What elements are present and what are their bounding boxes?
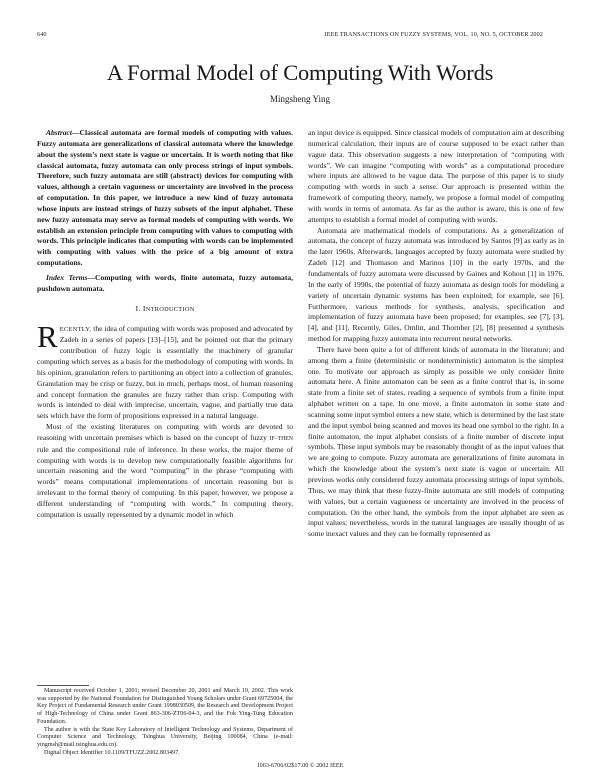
section-title-first: I — [142, 303, 146, 313]
drop-cap: R — [37, 318, 58, 354]
section-heading-introduction — [37, 304, 293, 316]
footnote-manuscript: Manuscript received October 1, 2001; revised December 20, 2001 and March 19, 2002. This work was supported by the National Foundation for Distinguished Young Scholars under Grant 69725004, the Key Project of Fundamental Research under Grant 1998030509, the Research and Development Project of High-Technology of China under Grant 863-306-ZT06-04-3, and the Fok Ying-Tung Education Foundation. — [37, 688, 293, 725]
abstract-text: Classical automata are formal models of computing with values. Fuzzy automata are generalizations of classical automata where the knowledge about the system’s next state is vague or uncertain. It is worth noting that like classical automata, fuzzy automata can only process strings of input symbols. Therefore, such fuzzy automata are still (abstract) devices for computing with values, although a certain vagueness or uncertainty are involved in the process of computation. In this paper, we introduce a new kind of fuzzy automata whose inputs are instead strings of fuzzy subsets of the input alphabet. These new fuzzy automata may serve as formal models of computing with words. We establish an extension principle from computing with values to computing with words. This principle indicates that computing with words can be implemented with computing with values with the price of a big amount of extra computations. — [37, 128, 293, 268]
intro-paragraph-2 — [37, 422, 293, 521]
footnote-doi: Digital Object Identifier 10.1109/TFUZZ.2002.803497. — [44, 749, 180, 756]
section-title-rest: NTRODUCTION — [145, 305, 195, 313]
abstract-label: Abstract— — [46, 128, 80, 137]
footnote-affiliation: The author is with the State Key Laboratory of Intelligent Technology and Systems, Department of Computer Science and Technology, Tsinghua University, Beijing 100084, China (e-mail: yingmsh@mail.tsinghua.edu.cn). — [37, 726, 293, 748]
intro-lead-caps: ECENTLY, — [59, 325, 92, 333]
right-paragraph-3: There have been quite a lot of different kinds of automata in the literature; and among them a finite (deterministic or nondeterministic) automaton is the simplest one. To motivate our approach as simply as possible we only consider finite automata here. A finite automaton can be seen as a finite control that is, in some state from a finite set of states, reading a sequence of symbols from a finite input alphabet written on a tape. In one move, a finite automaton in some state and scanning some input symbol enters a new state, which is determined by the last state and the input symbol being scanned and moves its head one symbol to the right. In a finite automaton, the input alphabet consists of a finite number of discrete input symbols. These input symbols may be reasonably thought of as the input values that we are going to compute. Fuzzy automata are generalizations of finite automata in which the knowledge about the system’s next state is vague or uncertain. All previous works only considered fuzzy automata processing strings of input symbols. Thus, we may think that these fuzzy-finite automata are still models of computing with values, but a certain vagueness or uncertainty are involved in the process of computation. On the other hand, the symbols from the input alphabet are seen as input values; nevertheless, words in the natural languages are usually thought of as some inexact values and they can be formally represented as — [308, 344, 564, 539]
intro-p2-text-b: rule and the compositional rule of inference. In these works, the major theme of computing with words is to develop new computationally feasible algorithms for uncertain reasoning and the word “computing” in the phrase “computing with words” means computational implementations of uncertain reasoning but is irrelevant to the formal theory of computing. In this paper, however, we propose a different understanding of “computing with words.” In computing theory, computation is usually represented by a dynamic model in which — [37, 444, 293, 519]
footnote-rule — [37, 685, 89, 686]
copyright-line: 1063-6706/02$17.00 © 2002 IEEE — [256, 762, 344, 769]
left-column — [37, 128, 293, 521]
intro-p1-text: the idea of computing with words was proposed and advocated by Zadeh in a series of papers [13]–[15], and he pointed out that the primary contribution of fuzzy logic is essentially the machinery of granular computing which serves as a basis for the methodology of computing with words. In his opinion, granulation refers to partitioning an object into a collection of granules. Granulation may be crisp or fuzzy, but in much, perhaps most, of human reasoning and concept formation the granules are fuzzy rather than crisp. Computing with words is intended to deal with imprecise, uncertain, vague, and partially true data sets which have the form of propositions expressed in a natural language. — [37, 323, 293, 421]
running-header: IEEE TRANSACTIONS ON FUZZY SYSTEMS, VOL. 10, NO. 5, OCTOBER 2002 — [324, 31, 543, 38]
right-paragraph-2: Automata are mathematical models of computations. As a generalization of automata, the concept of fuzzy automata was introduced by Santos [9] as early as in the later 1960s. Afterwards, languages accepted by fuzzy automata were studied by Zadeh [12] and Thomason and Marinos [10] in the early 1970s, and the fundamentals of fuzzy automata were discussed by Gaines and Kohout [1] in 1976. In the early of 1990s, the potential of fuzzy automata as design tools for modeling a variety of uncertain dynamic systems has been exploited; for example, see [6]. Furthermore, various methods for synthesis, analysis, specification and implementation of fuzzy automata have been proposed; for examples, see [7], [3], [4], and [11]. Recently, Giles, Omlin, and Thornber [2], [8] presented a synthesis method for mapping fuzzy automata into recurrent neural networks. — [308, 225, 564, 344]
index-terms-label: Index Terms— — [46, 272, 96, 282]
abstract — [37, 128, 293, 269]
page-number: 640 — [37, 31, 47, 38]
author-name: Mingsheng Ying — [270, 94, 330, 104]
intro-paragraph-1 — [37, 318, 293, 423]
ifthen-term: IF–THEN — [269, 435, 293, 442]
index-terms-text: Computing with words, finite automata, fuzzy automata, pushdown automata. — [37, 272, 293, 293]
section-numeral: I. — [135, 303, 141, 313]
paper-title: A Formal Model of Computing With Words — [106, 60, 494, 85]
footnote — [37, 688, 293, 757]
intro-p2-text-a: Most of the existing literatures on computing with words are devoted to reasoning with uncertain premises which is based on the concept of fuzzy — [37, 422, 293, 442]
right-paragraph-1: an input device is equipped. Since classical models of computation aim at describing numerical calculation, their inputs are of course supposed to be exact rather than vague data. This observation suggests a new interpretation of “computing with words”. We can imagine “computing with words” as a computational procedure where inputs are allowed to be vague data. The purpose of this paper is to study computing with words in such a sense. Our approach is presented within the framework of computing theory, namely, we propose a formal model of computing with words in terms of automata. As far as the author is aware, this is one of few attempts to establish a formal model of computing with words. — [308, 128, 564, 224]
right-column — [308, 128, 564, 540]
index-terms — [37, 273, 293, 295]
